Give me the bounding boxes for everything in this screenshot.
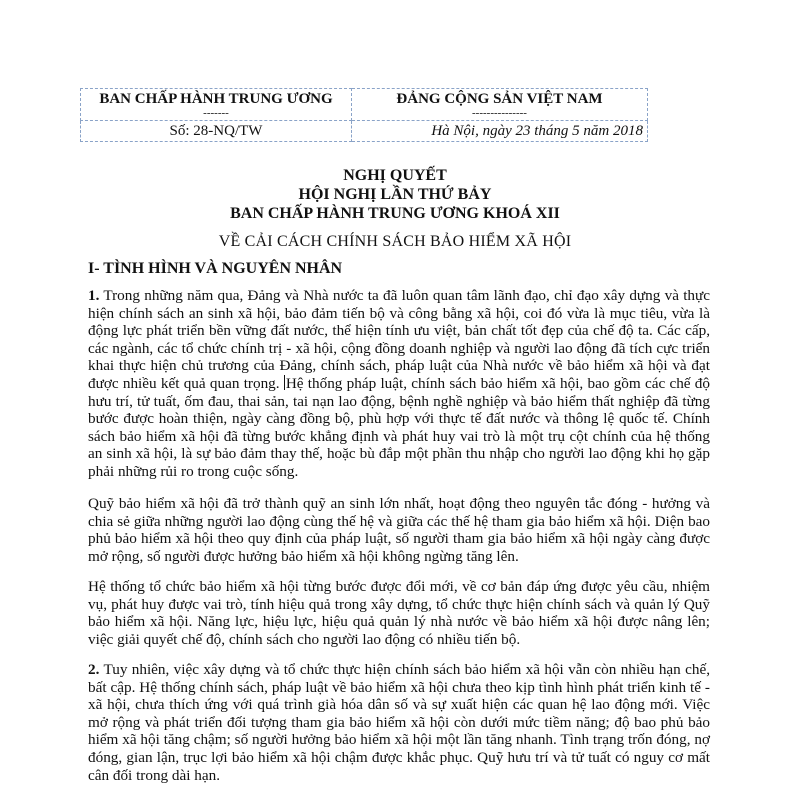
document-header-table xyxy=(80,88,648,142)
paragraph-4-text: Tuy nhiên, việc xây dựng và tổ chức thực hiện chính sách bảo hiểm xã hội vẫn còn nhiều hạn chế, bất cập. Hệ thống chính sách, pháp luật về bảo hiểm xã hội chưa theo kịp tình hình phát triển kinh tế - xã hội, chưa thích ứng với quá trình già hóa dân số và sự xuất hiện các quan hệ lao động mới. Việc mở rộng và phát triển đối tượng tham gia bảo hiểm xã hội còn dưới mức tiềm năng; độ bao phủ bảo hiểm xã hội tăng chậm; số người hưởng bảo hiểm xã hội một lần tăng nhanh. Tình trạng trốn đóng, nợ đóng, gian lận, trục lợi bảo hiểm xã hội chậm được khắc phục. Quỹ hưu trí và tử tuất có nguy cơ mất cân đối trong dài hạn. xyxy=(88,661,710,784)
paragraph-1-text-a: Trong những năm qua, Đảng và Nhà nước ta đã luôn quan tâm lãnh đạo, chỉ đạo xây dựng và thực hiện chính sách an sinh xã hội, bảo đảm tiến bộ và công bằng xã hội, coi đó vừa là mục tiêu, vừa là động lực phát triển bền vững đất nước, thể hiện tính ưu việt, bản chất tốt đẹp của chế độ ta. Các cấp, các ngành, các tổ chức chính trị - xã hội, cộng đồng doanh nghiệp và người lao động đã tích cực triển khai thực hiện chủ trương của Đảng, chính sách, pháp luật của Nhà nước về bảo hiểm xã hội và đạt được nhiều kết quả quan trọng. xyxy=(88,287,710,392)
issuer-name: BAN CHẤP HÀNH TRUNG ƯƠNG xyxy=(99,91,333,107)
party-name: ĐẢNG CỘNG SẢN VIỆT NAM xyxy=(396,91,603,107)
place-date: Hà Nội, ngày 23 tháng 5 năm 2018 xyxy=(431,123,643,139)
paragraph-2: Quỹ bảo hiểm xã hội đã trở thành quỹ an sinh lớn nhất, hoạt động theo nguyên tắc đóng - hưởng và chia sẻ giữa những người lao động cùng thế hệ và giữa các thế hệ tham gia bảo hiểm xã hội. Diện bao phủ bảo hiểm xã hội theo quy định của pháp luật, số người tham gia bảo hiểm xã hội ngày càng được mở rộng, số người được hưởng bảo hiểm xã hội không ngừng tăng lên. xyxy=(88,495,710,565)
document-type-title: NGHỊ QUYẾT xyxy=(343,167,447,184)
document-number-cell xyxy=(81,121,352,142)
paragraph-number: 2. xyxy=(88,661,100,678)
conference-title: HỘI NGHỊ LẦN THỨ BẢY xyxy=(298,186,492,203)
paragraph-1-text-b: Hệ thống pháp luật, chính sách bảo hiểm xã hội, bao gồm các chế độ hưu trí, tử tuất, ốm đau, thai sản, tai nạn lao động, bệnh nghề nghiệp và bảo hiểm thất nghiệp đã từng bước được hoàn thiện, ngày càng đồng bộ, phù hợp với thực tế đất nước và thông lệ quốc tế. Chính sách bảo hiểm xã hội đã từng bước khẳng định và phát huy vai trò là một trụ cột chính của hệ thống an sinh xã hội, là sự bảo đảm thay thế, hoặc bù đắp một phần thu nhập cho người lao động khi họ gặp phải những rủi ro trong cuộc sống. xyxy=(88,374,710,480)
paragraph-number: 1. xyxy=(88,287,100,304)
party-cell xyxy=(352,89,648,121)
resolution-subject: VỀ CẢI CÁCH CHÍNH SÁCH BẢO HIỂM XÃ HỘI xyxy=(218,233,572,250)
paragraph-1 xyxy=(88,287,710,481)
paragraph-3: Hệ thống tổ chức bảo hiểm xã hội từng bước được đổi mới, về cơ bản đáp ứng được yêu cầu, nhiệm vụ, phát huy được vai trò, tính hiệu quả trong xây dựng, tổ chức thực hiện chính sách và quản lý Quỹ bảo hiểm xã hội. Năng lực, hiệu lực, hiệu quả quản lý nhà nước về bảo hiểm xã hội được nâng lên; việc giải quyết chế độ, chính sách cho người lao động có nhiều tiến bộ. xyxy=(88,578,710,648)
text-cursor xyxy=(284,375,285,390)
document-number: Số: 28-NQ/TW xyxy=(169,123,263,139)
paragraph-4 xyxy=(88,661,710,784)
issuer-rule: ------- xyxy=(203,107,229,119)
section-heading: I- TÌNH HÌNH VÀ NGUYÊN NHÂN xyxy=(88,260,343,277)
place-date-cell xyxy=(352,121,648,142)
party-rule: --------------- xyxy=(472,107,527,119)
issuer-cell xyxy=(81,89,352,121)
committee-title: BAN CHẤP HÀNH TRUNG ƯƠNG KHOÁ XII xyxy=(230,205,560,222)
